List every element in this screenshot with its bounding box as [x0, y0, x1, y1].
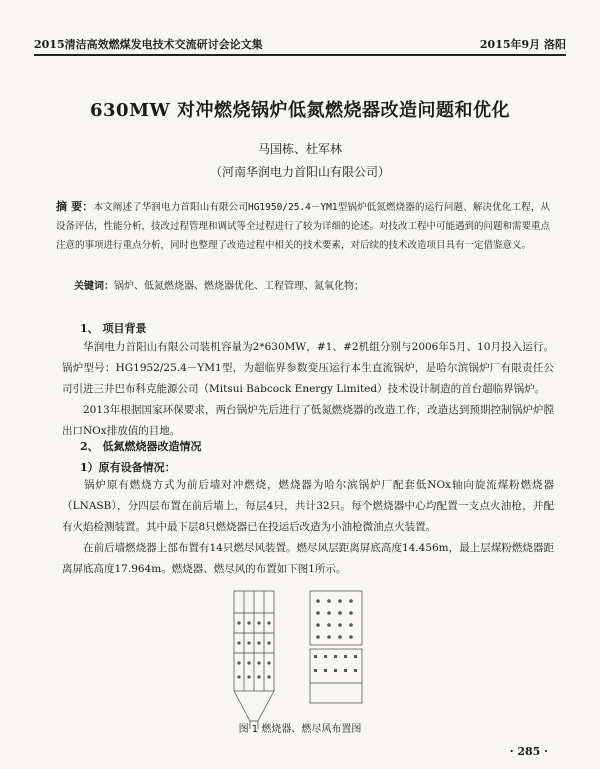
affiliation: （河南华润电力首阳山有限公司） [209, 165, 390, 179]
page-number: · 285 · [509, 745, 548, 758]
burner-layout-figure [228, 583, 376, 733]
paragraph-environmental [62, 400, 554, 442]
paragraph-original-equipment [62, 475, 554, 538]
figure-caption: 图 1 燃烧器、燃尽风布置图 [238, 724, 362, 735]
abstract-label: 摘 要： [56, 200, 94, 213]
section-heading-1: 1、 项目背景 [80, 322, 147, 335]
paragraph-background [62, 337, 554, 400]
paragraph-text: 华润电力首阳山有限公司装机容量为2*630MW，#1、#2机组分别与2006年5月、10月投入运行。锅炉型号：HG1952/25.4－YM1型，为超临界参数变压运行本生直流锅炉，是哈尔滨锅炉厂有限责任公司引进三井巴布科克能源公司（Mitsui Babcock Energy Limited）技术设计制造的首台超临界锅炉。 [62, 341, 554, 395]
paper-title: 630MW 对冲燃烧锅炉低氮燃烧器改造问题和优化 [90, 100, 510, 121]
authors: 马国栋、杜军林 [257, 142, 342, 156]
header-right: 2015年9月 洛阳 [479, 38, 566, 51]
header-left: 2015清洁高效燃煤发电技术交流研讨会论文集 [34, 38, 263, 51]
section-heading-2: 2、 低氮燃烧器改造情况 [80, 440, 202, 453]
hopper-outline [234, 691, 274, 721]
subsection-heading: 1）原有设备情况： [80, 461, 176, 474]
abstract [56, 197, 550, 255]
paragraph-text: 锅炉原有燃烧方式为前后墙对冲燃烧，燃烧器为哈尔滨锅炉厂配套低NOx轴向旋流煤粉燃烧器（LNASB），分四层布置在前后墙上，每层4只，共计32只。每个燃烧器中心均配置一支点火油枪，并配有火焰检测装置。其中最下层8只燃烧器已在投运后改造为小油枪微油点火装置。 [62, 479, 554, 533]
keywords-text: 锅炉、低氮燃烧器、燃烧器优化、工程管理、氮氧化物； [114, 281, 364, 292]
abstract-text: 本文阐述了华润电力首阳山有限公司HG1950/25.4－YM1型锅炉低氮燃烧器的运行问题、解决优化工程，从设备评估，性能分析，技改过程管理和调试等全过程进行了较为详细的论述。对技改工程中可能遇到的问题和需要重点注意的事项进行重点分析，同时也整理了改造过程中相关的技术要素，对后续的技术改造项目具有一定借鉴意义。 [56, 202, 551, 251]
running-header [34, 34, 566, 56]
paragraph-text: 在前后墙燃烧器上部布置有14只燃尽风装置。燃尽风层距离屏底高度14.456m，最上层煤粉燃烧器距离屏底高度17.964m。燃烧器、燃尽风的布置如下图1所示。 [62, 542, 554, 575]
keywords-label: 关键词： [74, 281, 114, 292]
paragraph-overfire-air [62, 538, 554, 580]
keywords [74, 279, 550, 295]
paragraph-text: 2013年根据国家环保要求，两台锅炉先后进行了低氮燃烧器的改造工作，改造达到预期控制锅炉炉膛出口NOx排放值的目地。 [62, 404, 554, 437]
